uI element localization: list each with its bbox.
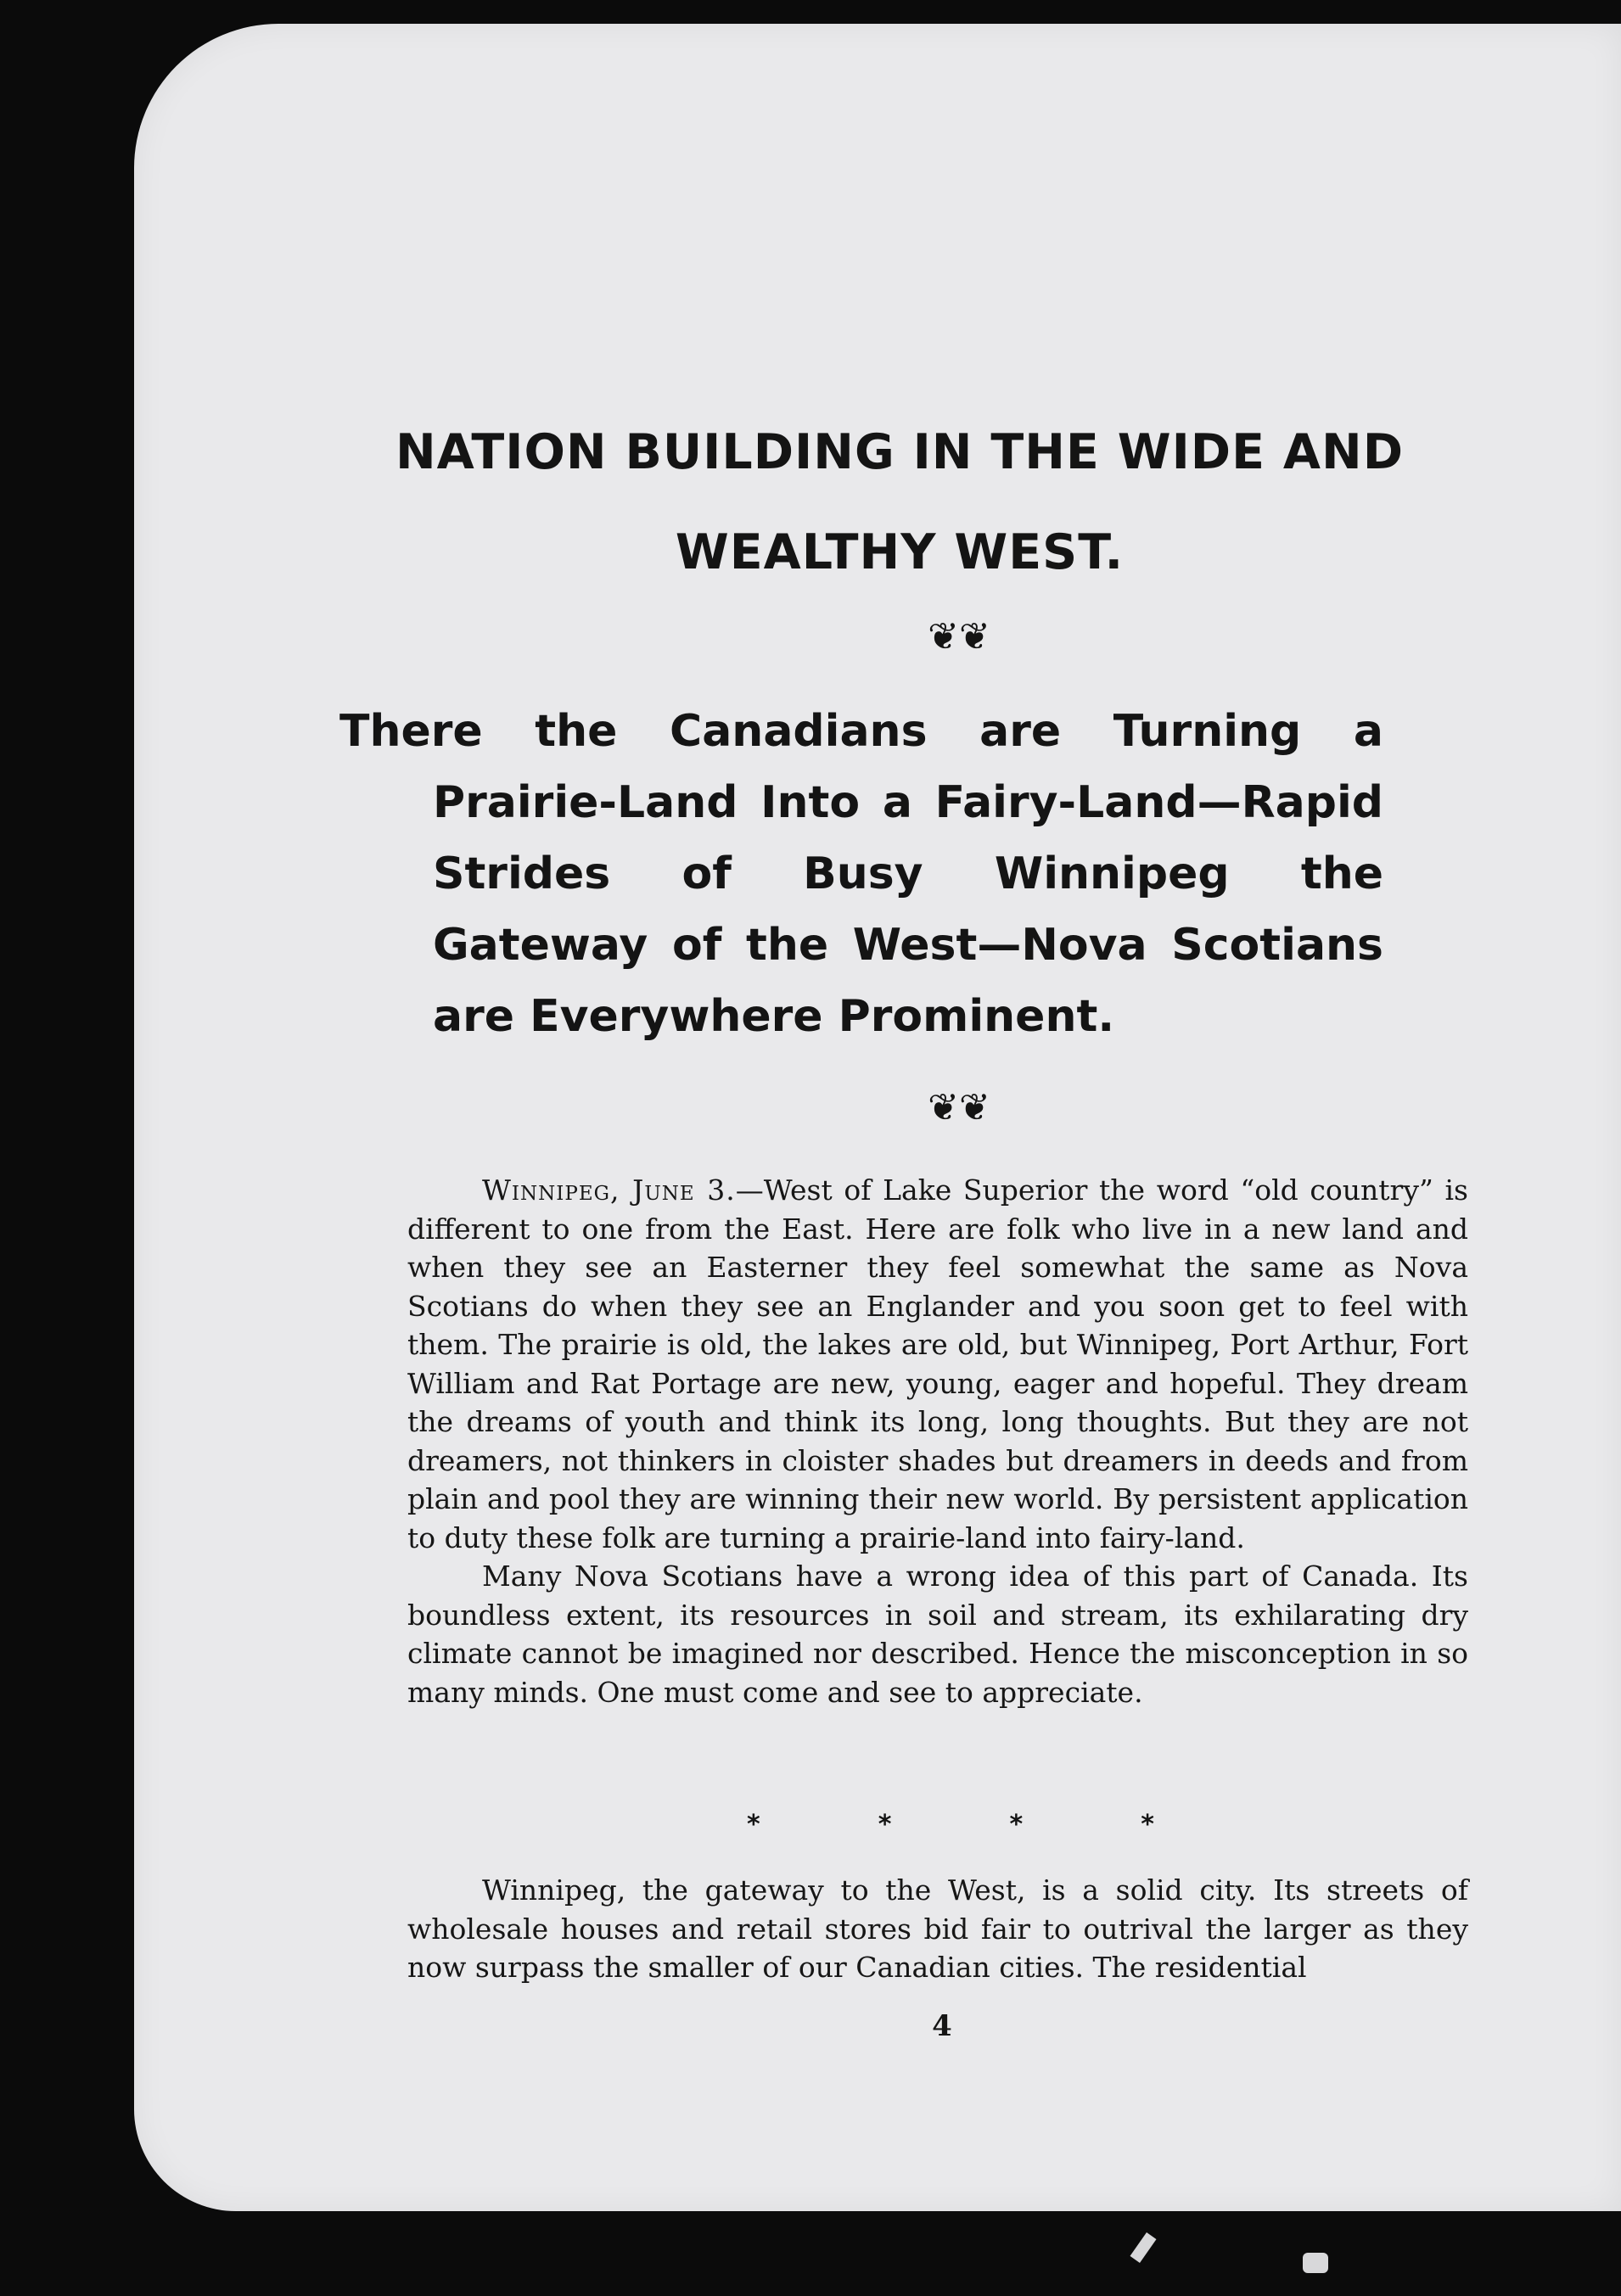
headline-line-1: NATION BUILDING IN THE WIDE AND (395, 424, 1405, 480)
paragraph-1 (407, 1171, 1468, 1557)
scan-artifact (1303, 2253, 1328, 2273)
page-number: 4 (932, 2009, 952, 2043)
subheadline: There the Canadians are Turning a Prairie-Land Into a Fairy-Land—Rapid Strides of Busy Winnipeg the Gateway of the West—Nova Scotians are Everywhere Prominent. (339, 706, 1383, 1042)
headline-line-2: WEALTHY WEST. (675, 524, 1125, 580)
scan-artifact (1130, 2232, 1157, 2263)
separator-star: * (747, 1810, 760, 1840)
dateline: Winnipeg, June 3. (482, 1173, 736, 1207)
section-separator (747, 1810, 1154, 1840)
paragraph-1-text: —West of Lake Superior the word “old country” is different to one from the East. Here are folk who live in a new land and when they see an Easterner they feel somewhat the same as Nova Scotians do when they see an Englander and you soon get to feel with them. The prairie is old, the lakes are old, but Winnipeg, Port Arthur, Fort William and Rat Portage are new, young, eager and hopeful. They dream the dreams of youth and think its long, long thoughts. But they are not dreamers, not thinkers in cloister shades but dreamers in deeds and from plain and pool they are winning their new world. By persistent application to duty these folk are turning a prairie-land into fairy-land. (407, 1173, 1468, 1554)
article-body-top (407, 1171, 1468, 1711)
ornament-middle: ❦❦ (928, 1086, 990, 1129)
paragraph-3: Winnipeg, the gateway to the West, is a solid city. Its streets of wholesale houses and retail stores bid fair to outrival the larger as they now surpass the smaller of our Canadian cities. The residential (407, 1873, 1468, 1984)
separator-star: * (1009, 1810, 1024, 1840)
paragraph-2: Many Nova Scotians have a wrong idea of this part of Canada. Its boundless extent, its resources in soil and stream, its exhilarating dry climate cannot be imagined nor described. Hence the misconception in so many minds. One must come and see to appreciate. (407, 1560, 1468, 1709)
article-body-bottom (407, 1871, 1468, 1987)
ornament-top: ❦❦ (928, 615, 990, 658)
separator-star: * (878, 1810, 892, 1840)
separator-star: * (1141, 1810, 1154, 1840)
